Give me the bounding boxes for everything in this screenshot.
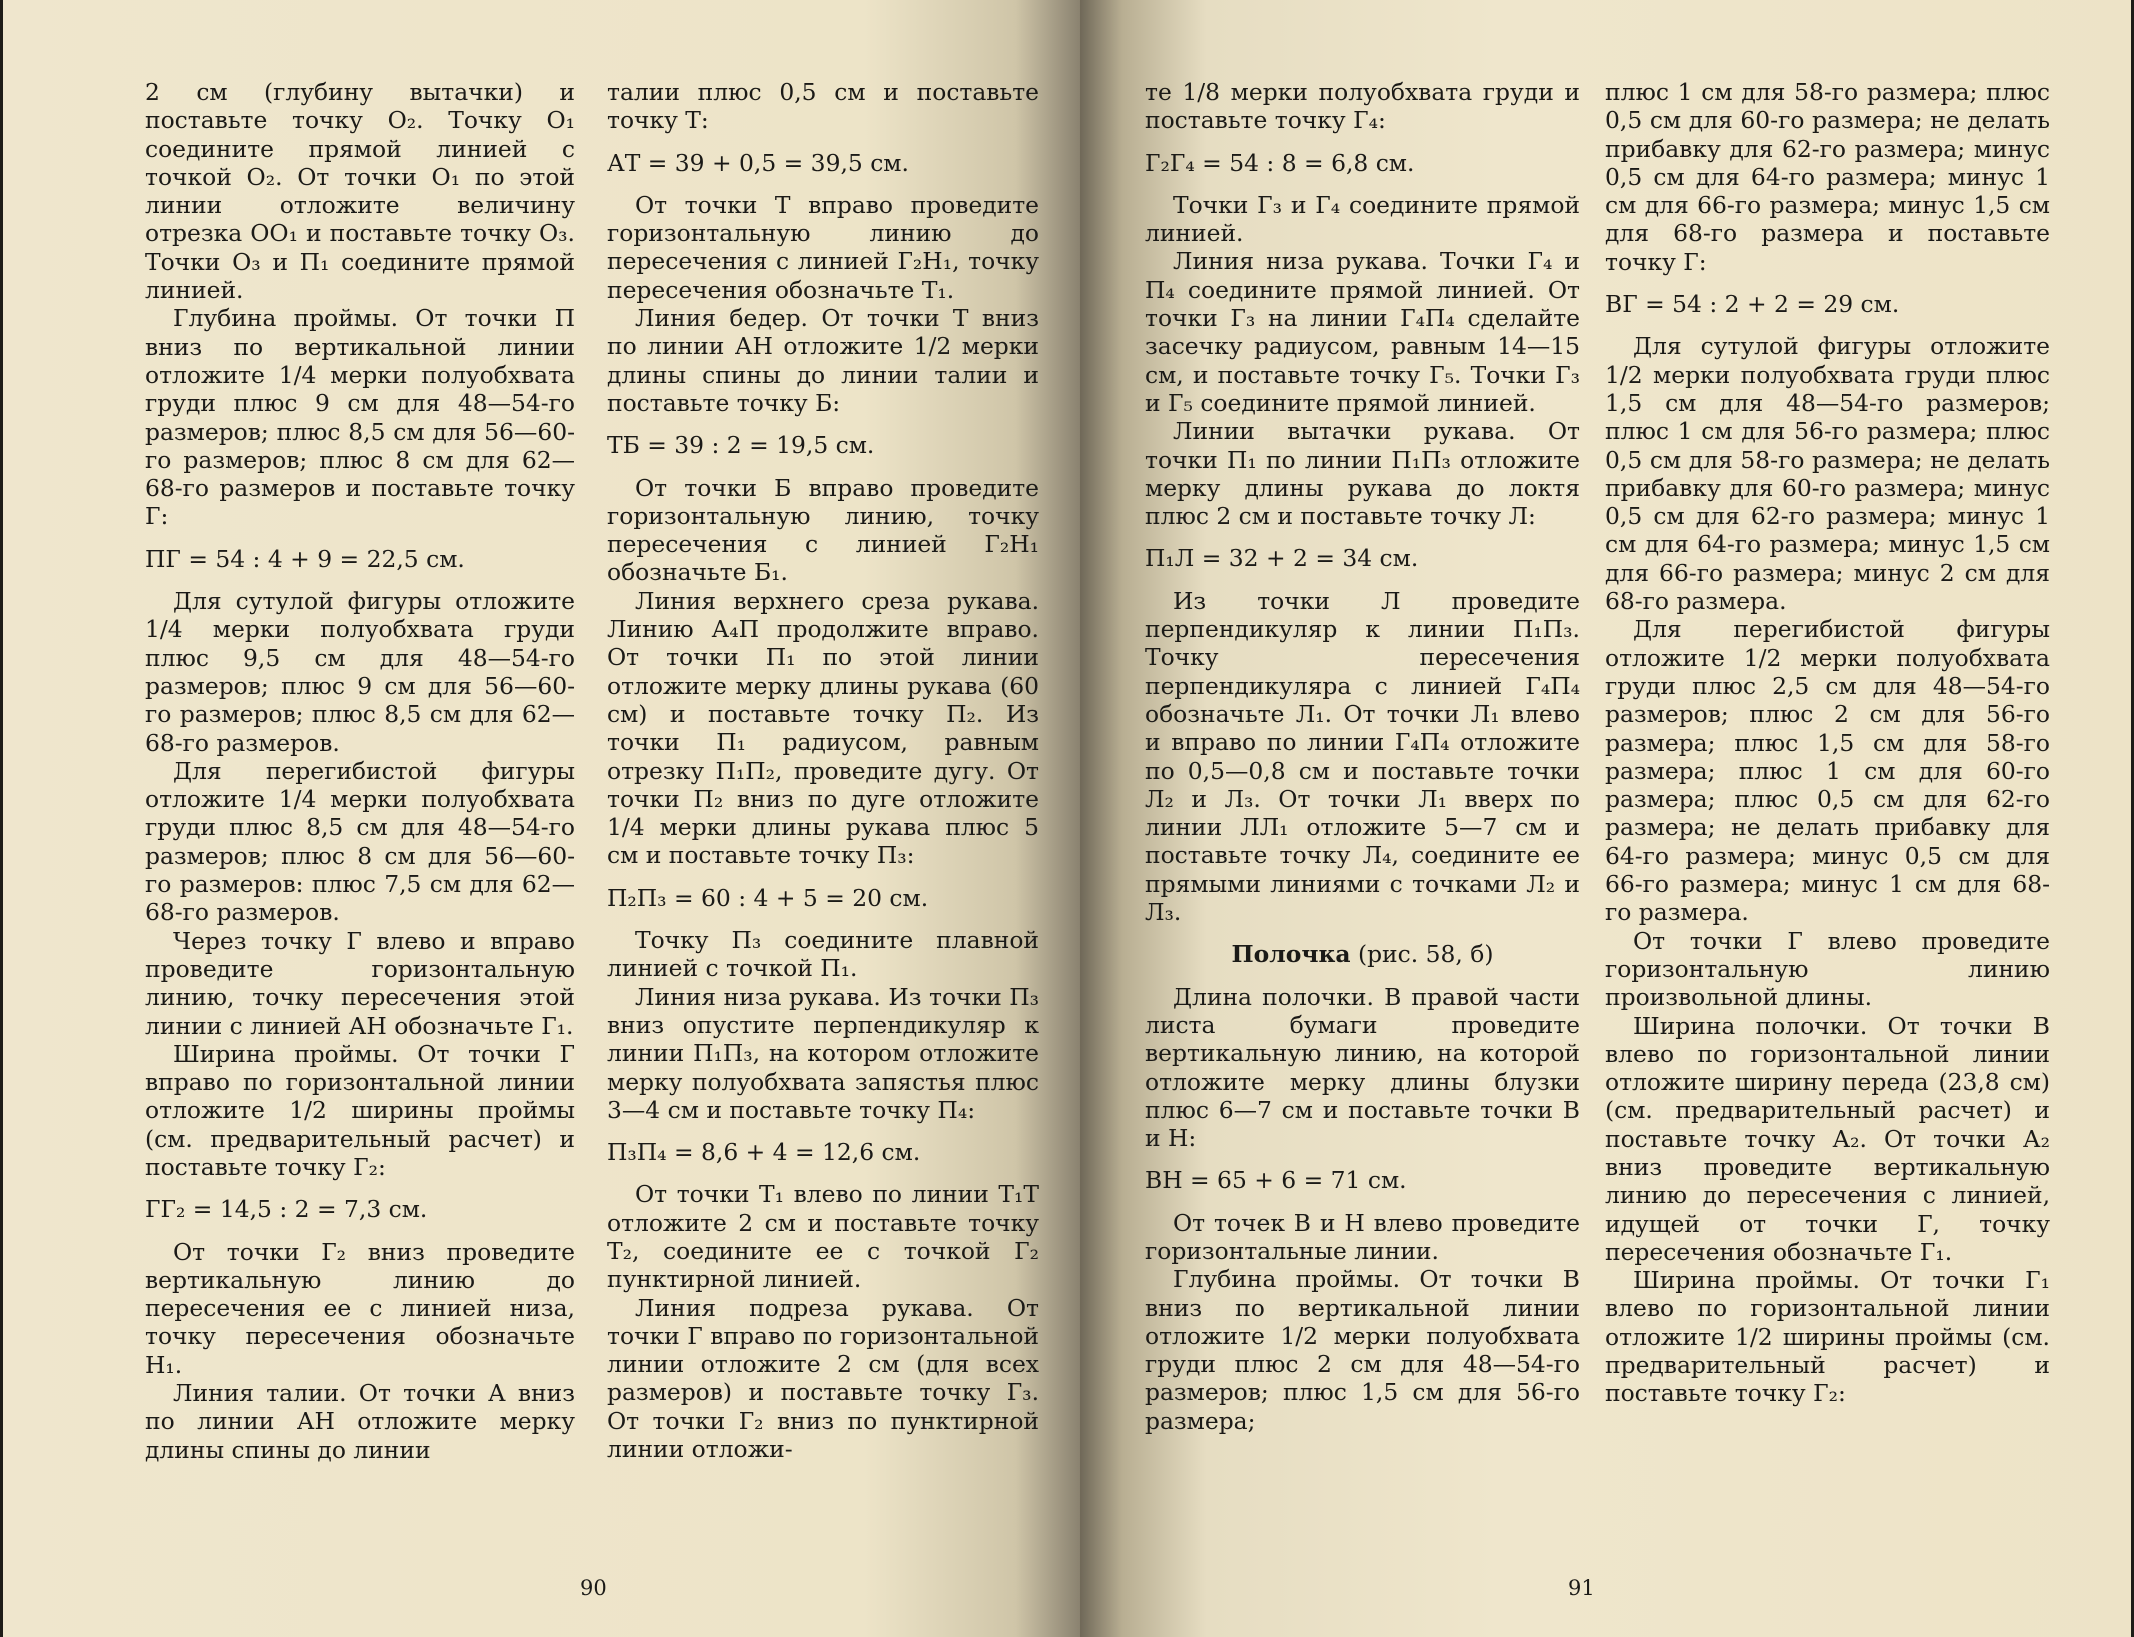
left-page-column-2 [607,78,1039,1463]
paragraph: Для сутулой фигуры отложите 1/4 мерки полуобхвата груди плюс 9,5 см для 48—54-го размеров; плюс 9 см для 56—60-го размеров; плюс 8,5 см для 62—68-го размеров. [145,587,575,757]
paragraph: От точки Т₁ влево по линии Т₁Т отложите 2 см и поставьте точку Т₂, соедините ее с точкой Г₂ пунктирной линией. [607,1180,1039,1294]
right-page [1080,0,2134,1637]
paragraph: Для сутулой фигуры отложите 1/2 мерки полуобхвата груди плюс 1,5 см для 48—54-го размеров; плюс 1 см для 56-го размера; плюс 0,5 см для 58-го размера; не делать прибавку для 60-го размера; минус 0,5 см для 62-го размера; минус 1 см для 64-го размера; минус 1,5 см для 66-го размера; минус 2 см для 68-го размера. [1605,332,2050,616]
formula: ГГ₂ = 14,5 : 2 = 7,3 см. [145,1195,428,1224]
formula: ВГ = 54 : 2 + 2 = 29 см. [1605,290,1900,319]
page-number: 90 [580,1576,607,1600]
paragraph: Ширина полочки. От точки В влево по горизонтальной линии отложите ширину переда (23,8 см) (см. предварительный расчет) и поставьте точку А₂. От точки А₂ вниз проведите вертикальную линию до пересечения с линией, идущей от точки Г, точку пересечения обозначьте Г₁. [1605,1011,2050,1266]
paragraph: Линии вытачки рукава. От точки П₁ по линии П₁П₃ отложите мерку длины рукава до локтя плюс 2 см и поставьте точку Л: [1145,417,1580,531]
page-edge-shadow [0,0,3,1637]
section-heading [1145,940,1580,968]
right-page-column-2 [1605,78,2050,1408]
formula: Г₂Г₄ = 54 : 8 = 6,8 см. [1145,148,1415,177]
left-page-column-1 [145,78,575,1464]
paragraph: Из точки Л проведите перпендикуляр к линии П₁П₃. Точку пересечения перпендикуляра с линией Г₄П₄ обозначьте Л₁. От точки Л₁ влево и вправо по линии Г₄П₄ отложите по 0,5—0,8 см и поставьте точки Л₂ и Л₃. От точки Л₁ вверх по линии ЛЛ₁ отложите 5—7 см и поставьте точку Л₄, соедините ее прямыми линиями с точками Л₂ и Л₃. [1145,586,1580,927]
paragraph: От точки Г₂ вниз проведите вертикальную линию до пересечения ее с линией низа, точку пересечения обозначьте Н₁. [145,1237,575,1379]
paragraph: Глубина проймы. От точки В вниз по вертикальной линии отложите 1/2 мерки полуобхвата груди плюс 2 см для 48—54-го размеров; плюс 1,5 см для 56-го размера; [1145,1265,1580,1435]
paragraph: От точки Г влево проведите горизонтальную линию произвольной длины. [1605,926,2050,1012]
formula: П₂П₃ = 60 : 4 + 5 = 20 см. [607,883,929,912]
formula: ВН = 65 + 6 = 71 см. [1145,1166,1407,1195]
paragraph: Через точку Г влево и вправо проведите горизонтальную линию, точку пересечения этой линии с линией АН обозначьте Г₁. [145,926,575,1040]
paragraph: Точку П₃ соедините плавной линией с точкой П₁. [607,926,1039,983]
paragraph: Глубина проймы. От точки П вниз по вертикальной линии отложите 1/4 мерки полуобхвата груди плюс 9 см для 48—54-го размеров; плюс 8,5 см для 56—60-го размеров; плюс 8 см для 62—68-го размеров и поставьте точку Г: [145,304,575,531]
formula: ТБ = 39 : 2 = 19,5 см. [607,431,875,460]
page-number: 91 [1568,1576,1595,1600]
paragraph: Для перегибистой фигуры отложите 1/4 мерки полуобхвата груди плюс 8,5 см для 48—54-го размеров; плюс 8 см для 56—60-го размеров: плюс 7,5 см для 62—68-го размеров. [145,756,575,927]
paragraph: Ширина проймы. От точки Г вправо по горизонтальной линии отложите 1/2 ширины проймы (см. предварительный расчет) и поставьте точку Г₂: [145,1039,575,1181]
paragraph: Точки Г₃ и Г₄ соедините прямой линией. [1145,190,1580,248]
paragraph: Линия низа рукава. Из точки П₃ вниз опустите перпендикуляр к линии П₁П₃, на котором отложите мерку полуобхвата запястья плюс 3—4 см и поставьте точку П₄: [607,982,1039,1124]
paragraph: талии плюс 0,5 см и поставьте точку Т: [607,78,1039,135]
paragraph: Линия талии. От точки А вниз по линии АН отложите мерку длины спины до линии [145,1379,575,1464]
paragraph: Линия верхнего среза рукава. Линию А₄П продолжите вправо. От точки П₁ по этой линии отложите мерку длины рукава (60 см) и поставьте точку П₂. Из точки П₁ радиусом, равным отрезку П₁П₂, проведите дугу. От точки П₂ вниз по дуге отложите 1/4 мерки длины рукава плюс 5 см и поставьте точку П₃: [607,586,1039,870]
right-page-column-1 [1145,78,1580,1435]
paragraph: плюс 1 см для 58-го размера; плюс 0,5 см для 60-го размера; не делать прибавку для 62-го размера; минус 0,5 см для 64-го размера; минус 1 см для 66-го размера; минус 1,5 см для 68-го размера и поставьте точку Г: [1605,78,2050,276]
paragraph: От точек В и Н влево проведите горизонтальные линии. [1145,1208,1580,1265]
formula: ПГ = 54 : 4 + 9 = 22,5 см. [145,544,465,573]
paragraph: Линия подреза рукава. От точки Г вправо по горизонтальной линии отложите 2 см (для всех размеров) и поставьте точку Г₃. От точки Г₂ вниз по пунктирной линии отложи- [607,1293,1039,1464]
paragraph: Линия бедер. От точки Т вниз по линии АН отложите 1/2 мерки длины спины до линии талии и поставьте точку Б: [607,304,1039,417]
formula: П₁Л = 32 + 2 = 34 см. [1145,544,1419,573]
heading-title: Полочка [1231,940,1351,969]
formula: АТ = 39 + 0,5 = 39,5 см. [607,148,909,177]
paragraph: те 1/8 мерки полуобхвата груди и поставьте точку Г₄: [1145,78,1580,135]
paragraph: Линия низа рукава. Точки Г₄ и П₄ соедините прямой линией. От точки Г₃ на линии Г₄П₄ сделайте засечку радиусом, равным 14—15 см, и поставьте точку Г₅. Точки Г₃ и Г₅ соедините прямой линией. [1145,247,1580,417]
paragraph: 2 см (глубину вытачки) и поставьте точку O₂. Точку O₁ соедините прямой линией с точкой O₂. От точки O₁ по этой линии отложите величину отрезка OO₁ и поставьте точку O₃. Точки O₃ и П₁ соедините прямой линией. [145,78,575,305]
formula: П₃П₄ = 8,6 + 4 = 12,6 см. [607,1138,921,1167]
paragraph: Для перегибистой фигуры отложите 1/2 мерки полуобхвата груди плюс 2,5 см для 48—54-го размеров; плюс 2 см для 56-го размера; плюс 1,5 см для 58-го размера; плюс 1 см для 60-го размера; плюс 0,5 см для 62-го размера; не делать прибавку для 64-го размера; минус 0,5 см для 66-го размера; минус 1 см для 68-го размера. [1605,615,2050,927]
paragraph: Ширина проймы. От точки Г₁ влево по горизонтальной линии отложите 1/2 ширины проймы (см. предварительный расчет) и поставьте точку Г₂: [1605,1266,2050,1408]
paragraph: От точки Б вправо проведите горизонтальную линию, точку пересечения с линией Г₂Н₁ обозначьте Б₁. [607,473,1039,587]
paragraph: Длина полочки. В правой части листа бумаги проведите вертикальную линию, на которой отложите мерку длины блузки плюс 6—7 см и поставьте точки В и Н: [1145,982,1580,1153]
paragraph: От точки Т вправо проведите горизонтальную линию до пересечения с линией Г₂Н₁, точку пересечения обозначьте Т₁. [607,190,1039,304]
heading-figure-ref: (рис. 58, б) [1357,940,1494,969]
